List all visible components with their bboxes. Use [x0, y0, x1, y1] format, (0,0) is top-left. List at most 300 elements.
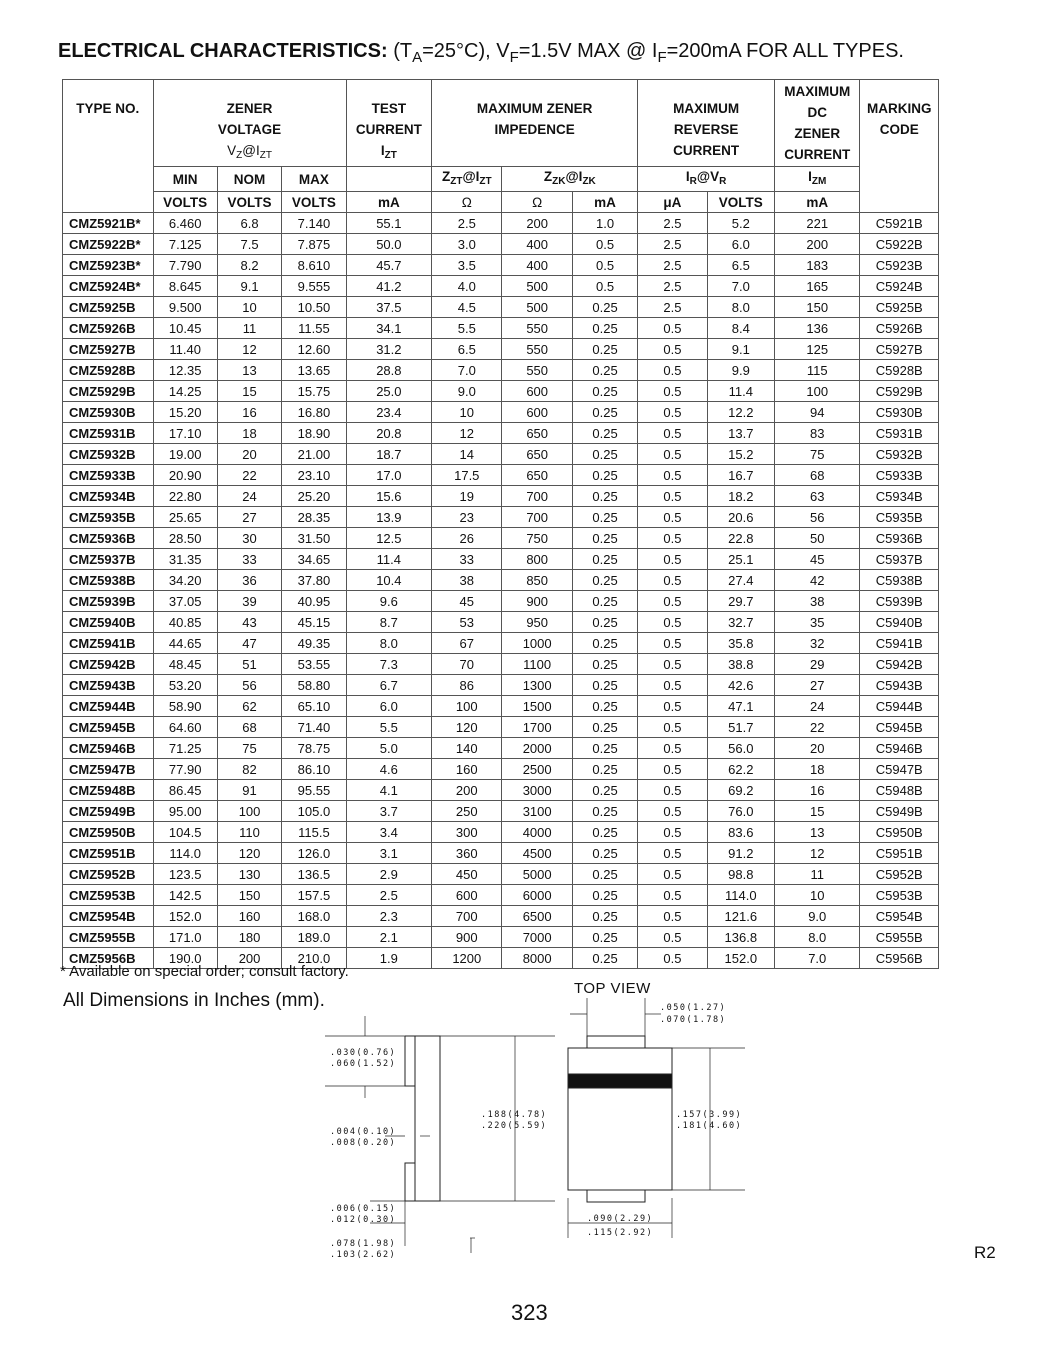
table-cell: 140	[432, 738, 502, 759]
table-cell: 95.55	[282, 780, 346, 801]
table-cell: 0.5	[638, 822, 707, 843]
table-row	[63, 738, 939, 759]
table-cell: 33	[432, 549, 502, 570]
package-outline-drawing	[325, 998, 755, 1268]
table-cell: 0.25	[572, 402, 637, 423]
ir-symbol: I	[685, 169, 690, 184]
table-cell: 6.5	[432, 339, 502, 360]
table-cell: 82	[217, 759, 281, 780]
table-cell: 15.20	[153, 402, 217, 423]
table-cell: 10.45	[153, 318, 217, 339]
dim-label: .188(4.78)	[481, 1110, 548, 1120]
table-cell: 0.5	[638, 759, 707, 780]
type-number-cell: CMZ5939B	[63, 591, 154, 612]
heading-part: =200mA FOR ALL TYPES.	[666, 40, 904, 62]
table-cell: 63	[775, 486, 860, 507]
table-cell: 190.0	[153, 948, 217, 969]
table-cell: 0.25	[572, 717, 637, 738]
heading-part: =25°C), V	[422, 40, 510, 62]
table-cell: 0.5	[638, 654, 707, 675]
table-cell: 86	[432, 675, 502, 696]
table-cell: 29.7	[707, 591, 774, 612]
table-cell: 123.5	[153, 864, 217, 885]
table-cell: 11	[775, 864, 860, 885]
table-cell: 43	[217, 612, 281, 633]
ir-sub: R	[689, 176, 697, 187]
max-zener-label: MAXIMUM ZENER	[476, 101, 593, 116]
electrical-characteristics-table	[62, 79, 939, 969]
unit-header: mA	[346, 192, 431, 213]
table-cell: 7.790	[153, 255, 217, 276]
table-cell: 0.5	[638, 570, 707, 591]
table-cell: 6.460	[153, 213, 217, 234]
table-cell: 25.65	[153, 507, 217, 528]
table-cell: 3.0	[432, 234, 502, 255]
table-cell: 700	[502, 486, 572, 507]
table-cell: 0.5	[638, 381, 707, 402]
table-cell: 47	[217, 633, 281, 654]
table-cell: C5948B	[860, 780, 939, 801]
type-number-cell: CMZ5944B	[63, 696, 154, 717]
table-row	[63, 381, 939, 402]
table-cell: 37.05	[153, 591, 217, 612]
unit-header: VOLTS	[282, 192, 346, 213]
table-cell: 42.6	[707, 675, 774, 696]
table-cell: 34.20	[153, 570, 217, 591]
table-cell: 22.80	[153, 486, 217, 507]
table-cell: 2.5	[638, 213, 707, 234]
table-cell: 0.5	[638, 927, 707, 948]
table-cell: 115.5	[282, 822, 346, 843]
table-row	[63, 360, 939, 381]
table-cell: 0.25	[572, 612, 637, 633]
type-number-cell: CMZ5954B	[63, 906, 154, 927]
table-cell: 5.5	[432, 318, 502, 339]
zener-label: ZENER	[794, 126, 841, 141]
table-cell: 400	[502, 255, 572, 276]
cathode-band	[568, 1074, 672, 1088]
table-cell: C5933B	[860, 465, 939, 486]
table-cell: 0.5	[638, 612, 707, 633]
table-cell: 11.40	[153, 339, 217, 360]
table-row	[63, 906, 939, 927]
table-cell: 75	[775, 444, 860, 465]
table-cell: 0.25	[572, 507, 637, 528]
zzt-symbol: Z	[441, 169, 451, 184]
zzk-symbol: Z	[543, 169, 553, 184]
current-label: CURRENT	[784, 147, 851, 162]
table-cell: C5928B	[860, 360, 939, 381]
table-cell: 29	[775, 654, 860, 675]
table-cell: C5956B	[860, 948, 939, 969]
table-cell: C5921B	[860, 213, 939, 234]
table-row	[63, 402, 939, 423]
table-cell: 125	[775, 339, 860, 360]
table-cell: 34.65	[282, 549, 346, 570]
table-cell: 650	[502, 465, 572, 486]
table-cell: 0.5	[638, 528, 707, 549]
table-cell: 27	[775, 675, 860, 696]
top-view-body	[568, 1048, 672, 1190]
table-cell: 2000	[502, 738, 572, 759]
table-cell: 0.25	[572, 864, 637, 885]
vz-at: @I	[242, 143, 260, 158]
table-cell: 2.5	[638, 297, 707, 318]
table-cell: C5955B	[860, 927, 939, 948]
table-row	[63, 276, 939, 297]
table-cell: 0.5	[638, 675, 707, 696]
table-cell: 31.2	[346, 339, 431, 360]
type-number-cell: CMZ5951B	[63, 843, 154, 864]
table-cell: C5944B	[860, 696, 939, 717]
table-cell: C5936B	[860, 528, 939, 549]
table-cell: 45	[432, 591, 502, 612]
table-cell: 23.4	[346, 402, 431, 423]
footnote: * Available on special order; consult factory.	[60, 963, 349, 980]
unit-header: VOLTS	[153, 192, 217, 213]
type-number-cell: CMZ5930B	[63, 402, 154, 423]
blank-header	[346, 167, 431, 192]
table-cell: 65.10	[282, 696, 346, 717]
table-cell: 50.0	[346, 234, 431, 255]
voltage-label: VOLTAGE	[217, 122, 282, 137]
table-cell: 7.140	[282, 213, 346, 234]
table-cell: 0.25	[572, 822, 637, 843]
table-row	[63, 633, 939, 654]
unit-header: μA	[638, 192, 707, 213]
table-cell: 22.8	[707, 528, 774, 549]
table-cell: 64.60	[153, 717, 217, 738]
table-cell: 10	[217, 297, 281, 318]
heading-sub: F	[509, 49, 519, 66]
table-cell: C5931B	[860, 423, 939, 444]
table-cell: 56	[217, 675, 281, 696]
table-cell: 53.20	[153, 675, 217, 696]
unit-header: Ω	[432, 192, 502, 213]
table-cell: 15.75	[282, 381, 346, 402]
table-cell: 37.80	[282, 570, 346, 591]
table-cell: 11.55	[282, 318, 346, 339]
table-cell: 9.0	[432, 381, 502, 402]
type-number-cell: CMZ5931B	[63, 423, 154, 444]
table-cell: 0.25	[572, 843, 637, 864]
type-number-cell: CMZ5948B	[63, 780, 154, 801]
table-row	[63, 654, 939, 675]
unit-header: mA	[572, 192, 637, 213]
type-number-cell: CMZ5955B	[63, 927, 154, 948]
table-cell: 8.610	[282, 255, 346, 276]
table-row	[63, 318, 939, 339]
table-cell: 13.7	[707, 423, 774, 444]
table-cell: 31.35	[153, 549, 217, 570]
table-cell: 0.5	[638, 906, 707, 927]
table-cell: 44.65	[153, 633, 217, 654]
table-cell: C5953B	[860, 885, 939, 906]
table-cell: 600	[502, 402, 572, 423]
table-cell: 0.25	[572, 675, 637, 696]
table-row	[63, 591, 939, 612]
table-cell: 38	[432, 570, 502, 591]
zzt-sub: ZT	[450, 176, 463, 187]
dim-label: .181(4.60)	[676, 1121, 743, 1131]
table-cell: 67	[432, 633, 502, 654]
table-cell: 221	[775, 213, 860, 234]
heading-sub: F	[657, 49, 667, 66]
table-cell: 18.7	[346, 444, 431, 465]
type-number-cell: CMZ5945B	[63, 717, 154, 738]
table-cell: 0.5	[638, 402, 707, 423]
max-header: MAX	[282, 167, 346, 192]
table-cell: 750	[502, 528, 572, 549]
table-cell: 8.645	[153, 276, 217, 297]
table-cell: 0.5	[572, 234, 637, 255]
table-cell: 189.0	[282, 927, 346, 948]
izt-symbol: I	[380, 143, 385, 158]
table-cell: 120	[432, 717, 502, 738]
table-cell: 9.500	[153, 297, 217, 318]
table-cell: 3000	[502, 780, 572, 801]
unit-header: VOLTS	[217, 192, 281, 213]
table-cell: 15.2	[707, 444, 774, 465]
table-cell: 9.1	[217, 276, 281, 297]
table-cell: 0.25	[572, 780, 637, 801]
type-number-cell: CMZ5953B	[63, 885, 154, 906]
table-cell: 152.0	[707, 948, 774, 969]
zener-voltage-header	[153, 80, 346, 167]
page-number: 323	[511, 1300, 548, 1325]
table-cell: 5.5	[346, 717, 431, 738]
table-cell: 500	[502, 276, 572, 297]
table-cell: 53	[432, 612, 502, 633]
type-number-cell: CMZ5942B	[63, 654, 154, 675]
heading-bold: ELECTRICAL CHARACTERISTICS:	[58, 40, 388, 62]
table-cell: 20	[775, 738, 860, 759]
table-cell: 2.5	[638, 234, 707, 255]
table-cell: 0.25	[572, 927, 637, 948]
table-row	[63, 822, 939, 843]
table-cell: 4.0	[432, 276, 502, 297]
type-number-cell: CMZ5924B*	[63, 276, 154, 297]
table-cell: 86.10	[282, 759, 346, 780]
type-number-cell: CMZ5943B	[63, 675, 154, 696]
table-cell: 1.0	[572, 213, 637, 234]
table-row	[63, 549, 939, 570]
table-cell: 13.9	[346, 507, 431, 528]
table-cell: 91	[217, 780, 281, 801]
dim-label: .103(2.62)	[330, 1250, 397, 1260]
table-cell: 3.7	[346, 801, 431, 822]
table-cell: 200	[775, 234, 860, 255]
table-cell: 47.1	[707, 696, 774, 717]
heading-part: =1.5V MAX @ I	[518, 40, 658, 62]
table-cell: C5946B	[860, 738, 939, 759]
dimensions-note: All Dimensions in Inches (mm).	[63, 990, 325, 1011]
type-number-cell: CMZ5949B	[63, 801, 154, 822]
table-cell: 0.5	[638, 633, 707, 654]
dim-label: .004(0.10)	[330, 1127, 397, 1137]
impedence-label: IMPEDENCE	[494, 122, 575, 137]
table-cell: 36	[217, 570, 281, 591]
type-number-cell: CMZ5935B	[63, 507, 154, 528]
table-cell: 10.50	[282, 297, 346, 318]
table-cell: 0.25	[572, 696, 637, 717]
vz-sub: Z	[236, 150, 243, 161]
table-cell: 7.3	[346, 654, 431, 675]
table-cell: 10.4	[346, 570, 431, 591]
table-cell: 0.25	[572, 423, 637, 444]
table-cell: 8.2	[217, 255, 281, 276]
table-cell: 300	[432, 822, 502, 843]
type-number-cell: CMZ5937B	[63, 549, 154, 570]
table-cell: 9.555	[282, 276, 346, 297]
table-cell: 40.85	[153, 612, 217, 633]
table-cell: 550	[502, 339, 572, 360]
table-cell: 25.20	[282, 486, 346, 507]
table-cell: 3.1	[346, 843, 431, 864]
table-cell: 121.6	[707, 906, 774, 927]
table-cell: 18	[217, 423, 281, 444]
table-cell: 2.9	[346, 864, 431, 885]
table-cell: C5950B	[860, 822, 939, 843]
table-cell: 8.7	[346, 612, 431, 633]
bottom-lead	[405, 1163, 415, 1201]
table-cell: 12	[217, 339, 281, 360]
table-cell: 7.125	[153, 234, 217, 255]
type-number-cell: CMZ5950B	[63, 822, 154, 843]
table-cell: 83	[775, 423, 860, 444]
table-cell: 53.55	[282, 654, 346, 675]
table-cell: 250	[432, 801, 502, 822]
table-cell: C5939B	[860, 591, 939, 612]
table-cell: 26	[432, 528, 502, 549]
table-cell: 114.0	[153, 843, 217, 864]
table-cell: 70	[432, 654, 502, 675]
table-cell: C5954B	[860, 906, 939, 927]
table-cell: 100	[775, 381, 860, 402]
table-cell: 0.25	[572, 885, 637, 906]
table-cell: 950	[502, 612, 572, 633]
zener-label: ZENER	[226, 101, 273, 116]
table-cell: 600	[502, 381, 572, 402]
table-row	[63, 843, 939, 864]
table-cell: 200	[502, 213, 572, 234]
table-cell: 0.25	[572, 444, 637, 465]
table-cell: 7.875	[282, 234, 346, 255]
table-cell: 68	[217, 717, 281, 738]
max-dc-zener-current-header	[775, 80, 860, 167]
table-cell: 168.0	[282, 906, 346, 927]
table-cell: 8.0	[346, 633, 431, 654]
table-cell: 0.25	[572, 738, 637, 759]
table-cell: 14.25	[153, 381, 217, 402]
heading-sub: A	[412, 49, 423, 66]
izt-sub: ZT	[384, 150, 397, 161]
table-cell: 25.0	[346, 381, 431, 402]
nom-header: NOM	[217, 167, 281, 192]
table-cell: 183	[775, 255, 860, 276]
maximum-label: MAXIMUM	[673, 101, 740, 116]
izm-symbol: I	[808, 169, 812, 184]
table-cell: 900	[502, 591, 572, 612]
table-cell: 2.5	[638, 255, 707, 276]
table-cell: 200	[217, 948, 281, 969]
table-cell: 3.4	[346, 822, 431, 843]
table-row	[63, 486, 939, 507]
table-cell: C5937B	[860, 549, 939, 570]
table-cell: 45.15	[282, 612, 346, 633]
table-cell: 0.5	[638, 423, 707, 444]
table-cell: C5945B	[860, 717, 939, 738]
type-number-cell: CMZ5940B	[63, 612, 154, 633]
table-cell: 0.5	[572, 276, 637, 297]
table-cell: 20	[217, 444, 281, 465]
table-cell: 3100	[502, 801, 572, 822]
table-cell: C5951B	[860, 843, 939, 864]
table-cell: 18.90	[282, 423, 346, 444]
max-zener-impedance-header	[432, 80, 638, 167]
table-cell: 18	[775, 759, 860, 780]
table-cell: 6.0	[707, 234, 774, 255]
table-cell: 31.50	[282, 528, 346, 549]
table-cell: 110	[217, 822, 281, 843]
table-cell: 11.4	[707, 381, 774, 402]
table-cell: 7.0	[432, 360, 502, 381]
table-cell: 8000	[502, 948, 572, 969]
table-cell: 800	[502, 549, 572, 570]
table-cell: 38	[775, 591, 860, 612]
table-cell: 1700	[502, 717, 572, 738]
table-cell: 0.25	[572, 906, 637, 927]
table-cell: 7.0	[775, 948, 860, 969]
zzk-header	[502, 167, 638, 192]
zzk-sub: ZK	[552, 176, 566, 187]
table-cell: 28.8	[346, 360, 431, 381]
table-cell: 4.1	[346, 780, 431, 801]
table-cell: 6.7	[346, 675, 431, 696]
table-cell: 700	[502, 507, 572, 528]
zzt-sub: ZT	[479, 176, 492, 187]
table-cell: 200	[432, 780, 502, 801]
type-number-cell: CMZ5925B	[63, 297, 154, 318]
table-cell: 78.75	[282, 738, 346, 759]
top-view-lead-bottom	[587, 1190, 645, 1202]
table-cell: 20.90	[153, 465, 217, 486]
type-number-cell: CMZ5926B	[63, 318, 154, 339]
maximum-label: MAXIMUM	[784, 84, 851, 99]
table-cell: C5924B	[860, 276, 939, 297]
dim-label: .220(5.59)	[481, 1121, 548, 1131]
table-cell: 0.25	[572, 633, 637, 654]
table-cell: 0.5	[638, 465, 707, 486]
table-cell: 51.7	[707, 717, 774, 738]
table-cell: 15	[217, 381, 281, 402]
heading-part: (T	[387, 40, 413, 62]
table-cell: 700	[432, 906, 502, 927]
table-cell: 12.60	[282, 339, 346, 360]
table-cell: 6.0	[346, 696, 431, 717]
table-cell: 10	[775, 885, 860, 906]
table-cell: 5000	[502, 864, 572, 885]
table-cell: 4500	[502, 843, 572, 864]
table-cell: 71.25	[153, 738, 217, 759]
table-row	[63, 780, 939, 801]
table-row	[63, 759, 939, 780]
type-no-label: TYPE NO.	[76, 101, 140, 116]
table-cell: 4.6	[346, 759, 431, 780]
table-row	[63, 675, 939, 696]
table-cell: C5947B	[860, 759, 939, 780]
dim-label: .115(2.92)	[587, 1228, 654, 1238]
